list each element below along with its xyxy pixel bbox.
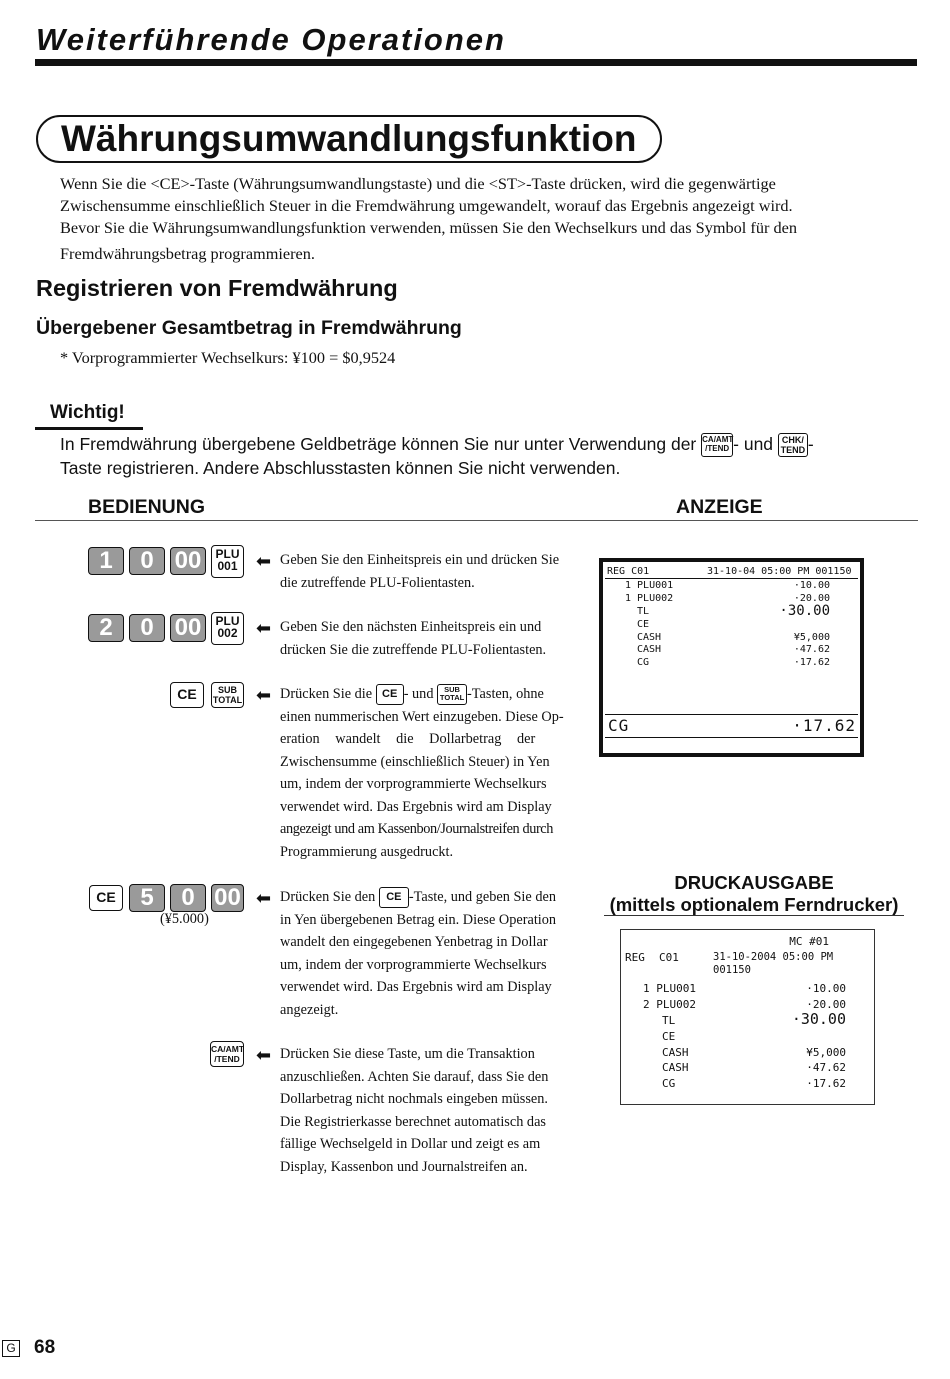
display-line-label: TL: [637, 606, 650, 617]
digit-key-0: 0: [170, 884, 206, 912]
text-fragment: -Taste, und geben Sie den: [408, 889, 556, 905]
receipt-line-value: ·10.00: [806, 982, 846, 995]
receipt-line-label: 2 PLU002: [643, 998, 696, 1011]
text-line: Geben Sie den nächsten Einheitspreis ein und: [280, 619, 542, 635]
text-fragment: -Tasten, ohne: [467, 686, 544, 702]
digit-key-1: 1: [88, 547, 124, 575]
text-line: wandelt den eingegebenen Yenbetrag in Dollar: [280, 934, 548, 950]
text-line: anzuschließen. Achten Sie darauf, dass Sie den: [280, 1068, 549, 1085]
display-main-rule: [605, 714, 858, 715]
receipt-machine-no: MC #01: [789, 935, 829, 948]
display-line-label: 1 PLU001: [625, 580, 674, 591]
display-line-value: ·47.62: [793, 644, 830, 655]
key-label: /TEND: [705, 444, 730, 454]
text-fragment: - und: [403, 686, 434, 702]
text-line: Zwischensumme (einschließlich Steuer) in Yen: [280, 753, 550, 770]
text-line: Dollarbetrag nicht nochmals eingeben müssen.: [280, 1091, 548, 1107]
register-display: [599, 558, 864, 757]
receipt-datetime: 31-10-2004 05:00 PM 001150: [713, 951, 834, 976]
text-fragment: Drücken Sie die: [280, 686, 373, 702]
key-label: 002: [217, 626, 238, 640]
text-line: angezeigt.: [280, 1001, 339, 1018]
step-3-text: [280, 683, 575, 863]
text-line: die zutreffende PLU-Folientasten.: [280, 574, 475, 591]
ce-key: CE: [89, 885, 123, 911]
display-line-value: ·17.62: [793, 657, 830, 668]
plu-002-key: [211, 612, 244, 645]
receipt: [620, 929, 875, 1105]
key-label: TOTAL: [439, 693, 465, 703]
key-label: TOTAL: [212, 695, 243, 705]
text-line: um, indem der vorprogrammierte Wechselkurs: [280, 956, 547, 973]
text-line: Programmierung ausgedruckt.: [280, 843, 454, 860]
printout-rule: [604, 915, 904, 916]
receipt-line-label: CE: [662, 1030, 676, 1043]
text-line: [280, 886, 575, 909]
arrow-left-icon: ⬅: [256, 618, 272, 639]
display-line-value: ¥5,000: [793, 632, 830, 643]
important-line-2: Taste registrieren. Andere Abschlusstasten können Sie nicht verwenden.: [60, 458, 621, 478]
key-label: CA/AMT: [702, 435, 734, 445]
display-header-rule: [605, 578, 858, 579]
text-line: um, indem der vorprogrammierte Wechselkurs: [280, 776, 547, 792]
digit-key-00: 00: [170, 614, 206, 642]
digit-key-00: 00: [211, 884, 244, 912]
key-label: 001: [217, 559, 238, 573]
receipt-total-value: ·30.00: [791, 1010, 846, 1028]
intro-line-2: Zwischensumme einschließlich Steuer in die Fremdwährung umgewandelt, worauf das Ergebnis angezeigt wird.: [60, 196, 793, 215]
intro-line-4: Fremdwährungsbetrag programmieren.: [60, 244, 315, 263]
key-label: TEND: [780, 445, 806, 456]
subsubsection-heading: Übergebener Gesamtbetrag in Fremdwährung: [36, 317, 462, 339]
step-1-text: [280, 549, 575, 594]
column-rule: [35, 520, 918, 521]
intro-line-1: Wenn Sie die <CE>-Taste (Währungsumwandlungstaste) und die <ST>-Taste drücken, wird die gegenwärtige: [60, 174, 776, 193]
arrow-left-icon: ⬅: [256, 685, 272, 706]
digit-key-00: 00: [170, 547, 206, 575]
display-line-label: CG: [637, 657, 650, 668]
section-title: Währungsumwandlungsfunktion: [36, 115, 662, 163]
receipt-line-label: CASH: [662, 1046, 689, 1059]
text-line: in Yen übergebenen Betrag ein. Diese Operation: [280, 911, 557, 928]
header-rule: [35, 59, 917, 66]
text-line: fällige Wechselgeld in Dollar und zeigt es am: [280, 1136, 541, 1152]
display-line-value: ·20.00: [793, 593, 830, 604]
receipt-line-label: CASH: [662, 1061, 689, 1074]
text-line: einen nummerischen Wert einzugeben. Diese Op-: [280, 708, 564, 725]
printout-heading: [604, 872, 904, 916]
digit-key-2: 2: [88, 614, 124, 642]
display-column-heading: ANZEIGE: [676, 496, 763, 518]
subtotal-key: [211, 682, 244, 708]
display-bottom-rule: [605, 737, 858, 738]
subtotal-key-inline: [437, 684, 467, 705]
key-label: SUB: [444, 685, 460, 695]
receipt-line-label: 1 PLU001: [643, 982, 696, 995]
subsection-heading: Registrieren von Fremdwährung: [36, 275, 398, 301]
display-line-label: CE: [637, 619, 650, 630]
arrow-left-icon: ⬅: [256, 1045, 272, 1066]
key-label: CHK/: [781, 435, 804, 446]
display-main-value: ·17.62: [792, 716, 856, 735]
receipt-line-value: ·20.00: [806, 998, 846, 1011]
exchange-rate-note: * Vorprogrammierter Wechselkurs: ¥100 = $0,9524: [60, 348, 396, 367]
text-line: Display, Kassenbon und Journalstreifen an.: [280, 1158, 528, 1175]
ca-amt-tend-key: [701, 433, 733, 457]
running-header: Weiterführende Operationen: [36, 22, 506, 57]
text-line: Drücken Sie diese Taste, um die Transaktion: [280, 1046, 535, 1062]
page-number: 68: [34, 1337, 56, 1358]
ce-key-inline: CE: [379, 887, 409, 908]
receipt-mode: REG: [625, 951, 645, 964]
text-line: drücken Sie die zutreffende PLU-Folientasten.: [280, 641, 547, 658]
display-line-value: ·10.00: [793, 580, 830, 591]
display-mode: REG: [607, 566, 626, 577]
ce-key: CE: [170, 682, 204, 708]
language-badge: G: [2, 1340, 20, 1357]
text-line: angezeigt und am Kassenbon/Journalstreifen durch: [280, 821, 553, 837]
receipt-line-value: ·17.62: [806, 1077, 846, 1090]
display-line-label: CASH: [637, 632, 662, 643]
text-line: eration wandelt die Dollarbetrag der: [280, 731, 536, 747]
ca-amt-tend-key: [210, 1041, 244, 1067]
receipt-line-value: ·47.62: [806, 1061, 846, 1074]
digit-key-0: 0: [129, 547, 165, 575]
important-label: Wichtig!: [50, 402, 125, 423]
important-text-a: In Fremdwährung übergebene Geldbeträge können Sie nur unter Verwendung der: [60, 434, 697, 454]
display-header-left: [607, 566, 649, 578]
text-line: Die Registrierkasse berechnet automatisch das: [280, 1113, 546, 1130]
step-4-text: [280, 886, 575, 1021]
printout-title: DRUCKAUSGABE: [674, 872, 834, 893]
receipt-line-label: TL: [662, 1014, 676, 1027]
important-text-c: -: [807, 434, 814, 454]
printout-subtitle: (mittels optionalem Ferndrucker): [609, 894, 899, 915]
important-text-b: - und: [733, 434, 774, 454]
display-main-label: CG: [608, 716, 630, 735]
display-line-label: CASH: [637, 644, 662, 655]
intro-line-3: Bevor Sie die Währungsumwandlungsfunktion verwenden, müssen Sie den Wechselkurs und das Symbol für den: [60, 218, 797, 237]
yen-amount-note: (¥5.000): [160, 911, 209, 927]
digit-key-0: 0: [129, 614, 165, 642]
text-fragment: Drücken Sie den: [280, 889, 376, 905]
text-line: verwendet wird. Das Ergebnis wird am Display: [280, 979, 552, 995]
key-label: CA/AMT: [211, 1044, 245, 1054]
digit-key-5: 5: [129, 884, 165, 912]
arrow-left-icon: ⬅: [256, 551, 272, 572]
key-label: PLU: [215, 547, 240, 561]
receipt-clerk: C01: [659, 951, 679, 964]
step-2-text: [280, 616, 575, 661]
text-line: verwendet wird. Das Ergebnis wird am Display: [280, 798, 552, 815]
display-line-label: 1 PLU002: [625, 593, 674, 604]
text-line: Geben Sie den Einheitspreis ein und drücken Sie: [280, 552, 560, 568]
key-label: SUB: [217, 685, 237, 695]
step-5-text: [280, 1043, 575, 1178]
arrow-left-icon: ⬅: [256, 888, 272, 909]
important-rule: [35, 427, 143, 430]
chk-tend-key: [778, 433, 808, 457]
display-header-right: 31-10-04 05:00 PM 001150: [707, 566, 852, 577]
receipt-line-value: ¥5,000: [806, 1046, 846, 1059]
operation-column-heading: BEDIENUNG: [88, 496, 206, 518]
important-line-1: [60, 433, 814, 457]
display-clerk: C01: [631, 566, 650, 577]
key-label: /TEND: [214, 1054, 240, 1064]
ce-key-inline: CE: [376, 684, 404, 705]
receipt-line-label: CG: [662, 1077, 676, 1090]
display-total-value: ·30.00: [779, 603, 830, 619]
text-line: [280, 683, 575, 706]
key-label: PLU: [215, 614, 240, 628]
plu-001-key: [211, 545, 244, 578]
